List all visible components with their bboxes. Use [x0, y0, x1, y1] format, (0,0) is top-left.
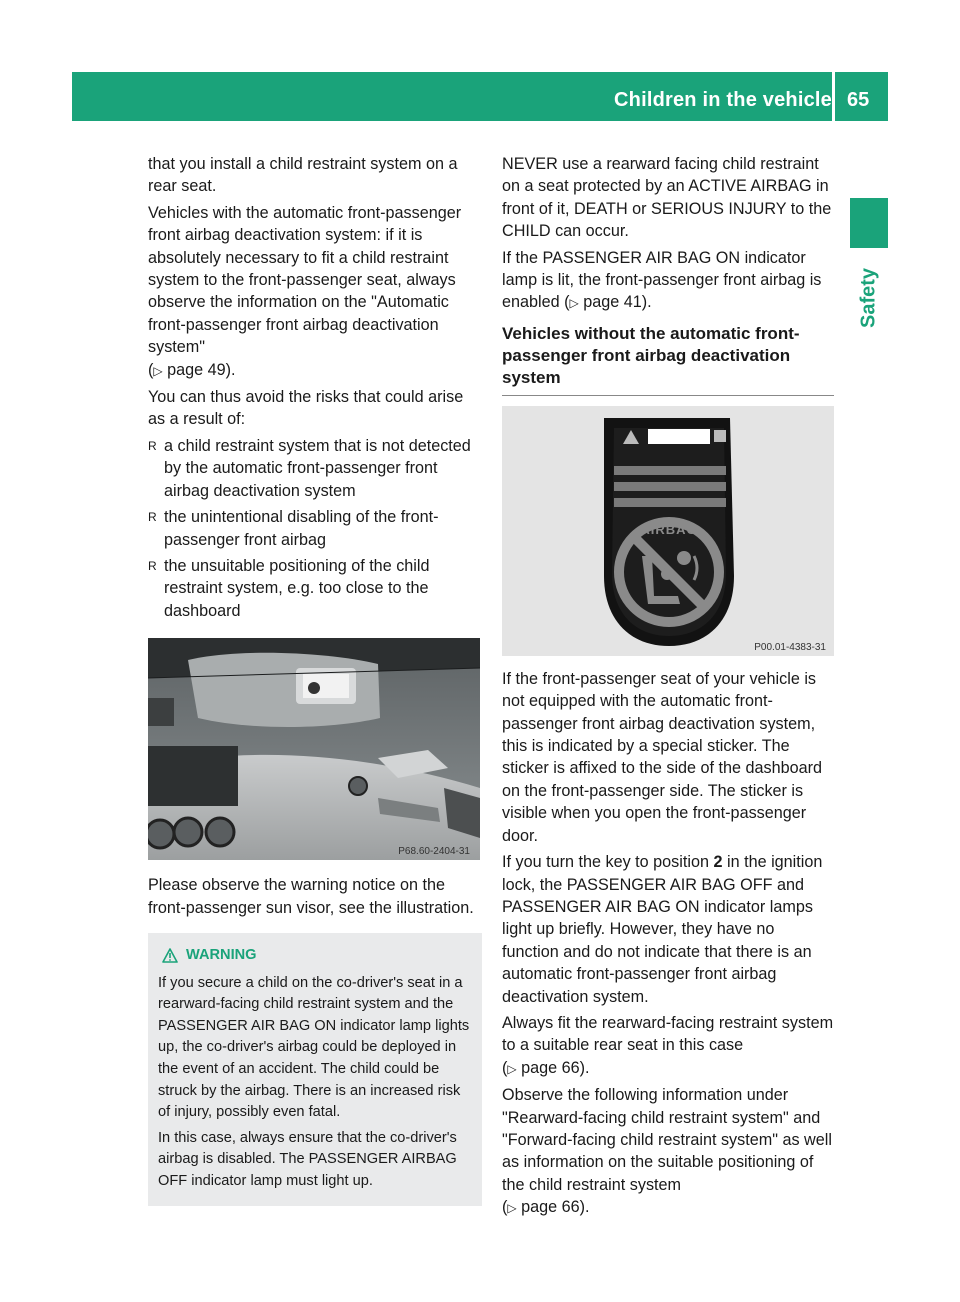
sticker-paragraph: If the front-passenger seat of your vehicle is not equipped with the automatic front-passenger front airbag deactivation system, this is indicated by a special sticker. The sticker is affixed to the side of the dashboard on the front-passenger side. The sticker is visible when you open the front-passenger door. — [502, 669, 823, 845]
page-reference-link[interactable]: page 66). — [521, 1198, 590, 1217]
warning-title: WARNING — [186, 946, 257, 963]
page-number: 65 — [847, 89, 870, 111]
bullet-r-icon: R — [148, 558, 157, 573]
observe-paragraph: Please observe the warning notice on the front-passenger sun visor, see the illustration. — [148, 876, 474, 917]
left-column — [148, 153, 482, 1206]
page-reference-link[interactable]: page 49). — [167, 360, 236, 379]
follow-paragraph: Observe the following information under "Rearward-facing child restraint system" and "Forward-facing child restraint system" as well as information on the suitable positioning of the child restraint system (▷ page 66). — [502, 1086, 832, 1217]
automatic-system-paragraph: Vehicles with the automatic front-passenger front airbag deactivation system: if it is absolutely necessary to fit a child restraint system to the front-passenger seat, always observe the information on the "Automatic front-passenger front airbag deactivation system" (▷ page 49). — [148, 203, 462, 379]
list-item: R a child restraint system that is not detected by the automatic front-passenger front airbag deactivation system — [148, 436, 471, 500]
warning-triangle-icon — [162, 948, 178, 963]
airbag-label: AIRBAG — [640, 521, 698, 537]
triangle-right-icon: ▷ — [507, 1201, 517, 1216]
page-reference-link[interactable]: page 41). — [583, 293, 652, 312]
warning-paragraph: If you secure a child on the co-driver's seat in a rearward-facing child restraint system and the PASSENGER AIR BAG ON indicator lamp lights up, the co-driver's airbag could be deployed in the event of an accident. The child could be struck by the airbag. There is an increased risk of injury, possibly even fatal. — [158, 974, 470, 1121]
intro-paragraph: that you install a child restraint system on a rear seat. — [148, 155, 458, 196]
warning-box — [148, 933, 482, 1207]
side-tab-label: Safety — [857, 267, 880, 329]
key-paragraph: If you turn the key to position 2 in the ignition lock, the PASSENGER AIR BAG OFF and PASSENGER AIR BAG ON indicator lamps light up briefly. However, they have no function and do not indicate that there is an automatic front-passenger front airbag deactivation system. — [502, 853, 823, 1006]
triangle-right-icon: ▷ — [153, 363, 163, 378]
indicator-paragraph: If the PASSENGER AIR BAG ON indicator lamp is lit, the front-passenger front airbag is enabled (▷ page 41). — [502, 248, 822, 312]
right-column — [502, 153, 834, 1224]
figure-code: P68.60-2404-31 — [398, 846, 470, 858]
warning-header — [158, 945, 472, 967]
list-item: R the unsuitable positioning of the child restraint system, e.g. too close to the dashboard — [148, 556, 430, 620]
interior-illustration — [148, 638, 480, 860]
page-reference-link[interactable]: page 66). — [521, 1058, 590, 1077]
always-paragraph: Always fit the rearward-facing restraint system to a suitable rear seat in this case (▷ page 66). — [502, 1013, 834, 1077]
section-heading: Vehicles without the automatic front-passenger front airbag deactivation system — [502, 323, 834, 396]
header-divider — [832, 72, 835, 121]
triangle-right-icon: ▷ — [507, 1061, 517, 1076]
figure-code: P00.01-4383-31 — [754, 641, 826, 653]
bullet-r-icon: R — [148, 510, 157, 525]
side-tab-marker — [850, 198, 888, 248]
warning-paragraph: In this case, always ensure that the co-driver's airbag is disabled. The PASSENGER AIRBAG OFF indicator lamp must light up. — [158, 1129, 457, 1189]
airbag-sticker-illustration — [502, 406, 834, 656]
risk-list — [148, 435, 482, 622]
triangle-right-icon: ▷ — [569, 296, 579, 311]
list-item: R the unintentional disabling of the front-passenger front airbag — [148, 508, 439, 549]
page-title: Children in the vehicle — [614, 89, 832, 111]
bullet-r-icon: R — [148, 438, 157, 453]
never-paragraph: NEVER use a rearward facing child restraint on a seat protected by an ACTIVE AIRBAG in front of it, DEATH or SERIOUS INJURY to the CHILD can occur. — [502, 155, 832, 241]
risks-paragraph: You can thus avoid the risks that could arise as a result of: — [148, 388, 464, 429]
